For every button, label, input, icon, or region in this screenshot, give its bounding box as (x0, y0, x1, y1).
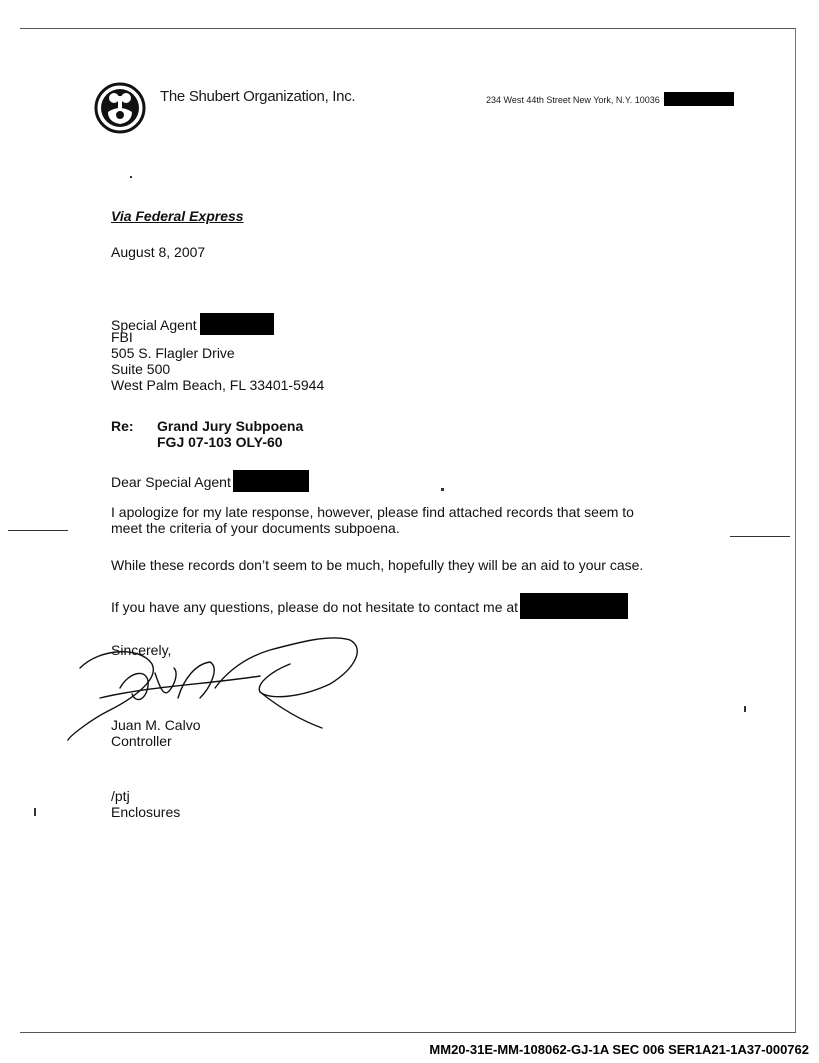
handwritten-signature (60, 628, 370, 748)
organization-address-text: 234 West 44th Street New York, N.Y. 10036 (486, 95, 660, 105)
paragraph-1-line-2: meet the criteria of your documents subpoena. (111, 520, 400, 536)
scan-speck (34, 808, 36, 816)
recipient-suite: Suite 500 (111, 361, 171, 377)
re-subject-line2: FGJ 07-103 OLY-60 (157, 434, 283, 450)
recipient-street: 505 S. Flagler Drive (111, 345, 235, 361)
recipient-title: Special Agent (111, 317, 197, 333)
paragraph-1 (111, 504, 634, 536)
recipient-title-line (111, 313, 324, 333)
closing: Sincerely, (111, 642, 172, 658)
shubert-logo-icon (94, 82, 146, 134)
scan-speck (744, 706, 746, 712)
scan-speck (730, 536, 790, 537)
organization-address (486, 92, 734, 106)
scan-speck (130, 176, 132, 178)
re-subject-line1: Grand Jury Subpoena (157, 418, 304, 434)
recipient-agency: FBI (111, 329, 133, 345)
redaction-block (664, 92, 734, 106)
paragraph-1-line-1: I apologize for my late response, however, please find attached records that seem to (111, 504, 634, 520)
salutation-text: Dear Special Agent (111, 474, 231, 490)
paragraph-3-text: If you have any questions, please do not hesitate to contact me at (111, 599, 519, 615)
redaction-block (520, 593, 628, 619)
re-line-1 (111, 418, 303, 434)
salutation (111, 470, 309, 492)
paragraph-2: While these records don’t seem to be much, hopefully they will be an aid to your case. (111, 557, 644, 573)
letter-date: August 8, 2007 (111, 244, 206, 260)
redaction-block (200, 313, 274, 335)
re-subject (111, 418, 303, 450)
typist-initials: /ptj (111, 788, 130, 804)
delivery-method: Via Federal Express (111, 208, 244, 224)
paragraph-3 (111, 593, 628, 619)
signer-block (111, 717, 200, 749)
recipient-address (111, 313, 324, 393)
scan-speck (8, 530, 68, 531)
scan-speck (441, 488, 444, 491)
redaction-block (233, 470, 309, 492)
re-label: Re: (111, 418, 134, 434)
recipient-city: West Palm Beach, FL 33401-5944 (111, 377, 325, 393)
organization-name: The Shubert Organization, Inc. (160, 88, 356, 105)
enclosures-note: Enclosures (111, 804, 181, 820)
document-id: MM20-31E-MM-108062-GJ-1A SEC 006 SER1A21-1A37-000762 (429, 1042, 809, 1057)
signer-name: Juan M. Calvo (111, 717, 201, 733)
signer-title: Controller (111, 733, 172, 749)
reference-block (111, 788, 180, 820)
